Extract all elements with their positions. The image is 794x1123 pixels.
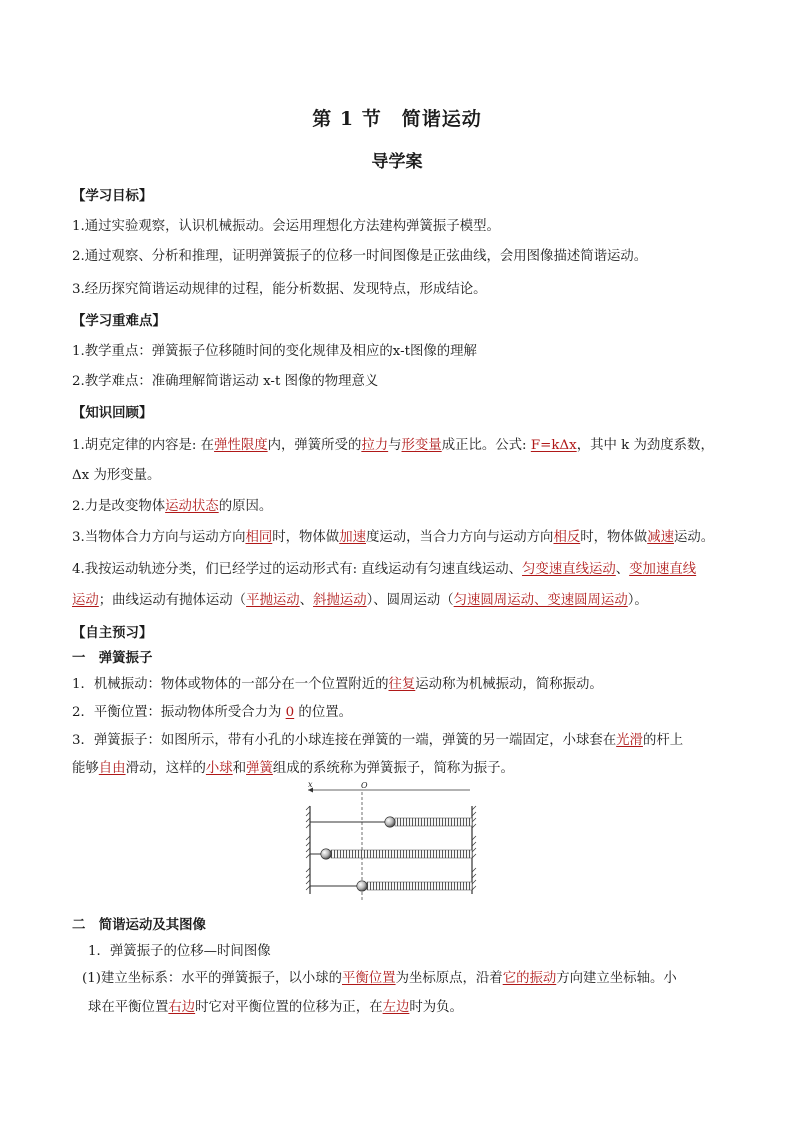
spring-icon [395,818,472,826]
goal-item: 3.经历探究简谐运动规律的过程，能分析数据、发现特点，形成结论。 [72,282,487,297]
part2-item-1: (1)建立坐标系：水平的弹簧振子，以小球的平衡位置为坐标原点，沿着它的振动方向建立坐标轴。小 [82,971,677,986]
review-item-2: 2.力是改变物体运动状态的原因。 [72,499,273,514]
answer-blank: 减速 [647,530,674,545]
key-point-item: 1.教学重点：弹簧振子位移随时间的变化规律及相应的x-t图像的理解 [72,344,477,359]
right-wall-icon [472,806,476,894]
preview-item-3: 3．弹簧振子：如图所示，带有小孔的小球连接在弹簧的一端，弹簧的另一端固定，小球套在光滑的杆上 [72,733,684,748]
spring-icon [331,850,472,858]
ball-icon [357,881,367,891]
preview-item-3-cont: 能够自由滑动，这样的小球和弹簧组成的系统称为弹簧振子，简称为振子。 [72,761,514,776]
answer-blank: F=kΔx [530,438,577,453]
answer-blank: 拉力 [361,438,389,453]
review-item-4: 4.我按运动轨迹分类，们已经学过的运动形式有: 直线运动有匀速直线运动、匀变速直线运动、变加速直线 [72,562,697,577]
answer-blank: 相反 [553,530,581,545]
review-item-3: 3.当物体合力方向与运动方向相同时，物体做加速度运动，当合力方向与运动方向相反时，物体做减速运动。 [72,530,715,545]
answer-blank: 平抛运动 [246,593,300,608]
answer-blank: 运动 [72,593,99,608]
part2-heading: 二 简谐运动及其图像 [72,917,206,933]
answer-blank: 小球 [205,761,233,776]
oscillator-row-3 [310,881,472,891]
answer-blank: 往复 [388,677,416,692]
answer-blank: 平衡位置 [342,971,396,986]
ball-icon [321,849,331,859]
answer-blank: 运动状态 [165,499,219,514]
spring-icon [367,882,472,890]
ball-icon [385,817,395,827]
review-item-1-cont: Δx 为形变量。 [72,468,161,483]
page-subtitle: 导学案 [371,152,423,172]
section-heading-goals: 【学习目标】 [72,188,153,204]
part2-subheading: 1．弹簧振子的位移—时间图像 [88,944,271,959]
answer-blank: 光滑 [616,733,643,748]
oscillator-row-2 [310,849,472,859]
answer-blank: 匀速圆周运动、变速圆周运动 [453,593,628,608]
review-item-1: 1.胡克定律的内容是: 在弹性限度内，弹簧所受的拉力与形变量成正比。公式: F=kΔx，其中 k 为劲度系数， [72,438,714,453]
origin-label: O [361,782,368,790]
part2-item-1-cont: 球在平衡位置右边时它对平衡位置的位移为正，在左边时为负。 [88,1000,463,1015]
spring-oscillator-figure [300,782,480,902]
answer-blank: 左边 [382,1000,410,1015]
answer-blank: 右边 [168,1000,196,1015]
goal-item: 1.通过实验观察，认识机械振动。会运用理想化方法建构弹簧振子模型。 [72,219,500,234]
preview-item-1: 1．机械振动：物体或物体的一部分在一个位置附近的往复运动称为机械振动，简称振动。 [72,677,603,692]
left-wall-icon [306,806,310,894]
axis-label-x: x [308,782,313,789]
answer-blank: 它的振动 [502,971,557,986]
review-item-4-cont: 运动；曲线运动有抛体运动（平抛运动、斜抛运动）、圆周运动（匀速圆周运动、变速圆周运动）。 [72,593,648,608]
oscillator-row-1 [310,817,472,827]
preview-item-2: 2．平衡位置：振动物体所受合力为 0 的位置。 [72,705,352,720]
section-heading-key-points: 【学习重难点】 [72,313,166,329]
page-title: 第 1 节 简谐运动 [312,108,482,130]
answer-blank: 形变量 [401,438,442,453]
answer-blank: 弹簧 [246,761,273,776]
answer-blank: 自由 [98,761,126,776]
answer-blank: 匀变速直线运动 [522,562,616,577]
key-point-item: 2.教学难点：准确理解简谐运动 x-t 图像的物理意义 [72,374,379,389]
goal-item: 2.通过观察、分析和推理，证明弹簧振子的位移一时间图像是正弦曲线，会用图像描述简谐运动。 [72,249,648,264]
answer-blank: 斜抛运动 [313,593,367,608]
answer-blank: 0 [285,705,295,720]
section-heading-review: 【知识回顾】 [72,405,153,421]
answer-blank: 弹性限度 [214,438,268,453]
section-heading-preview: 【自主预习】 [72,625,153,641]
part1-heading: 一 弹簧振子 [72,650,153,666]
answer-blank: 变加速直线 [629,562,697,577]
answer-blank: 相同 [245,530,273,545]
answer-blank: 加速 [339,530,366,545]
